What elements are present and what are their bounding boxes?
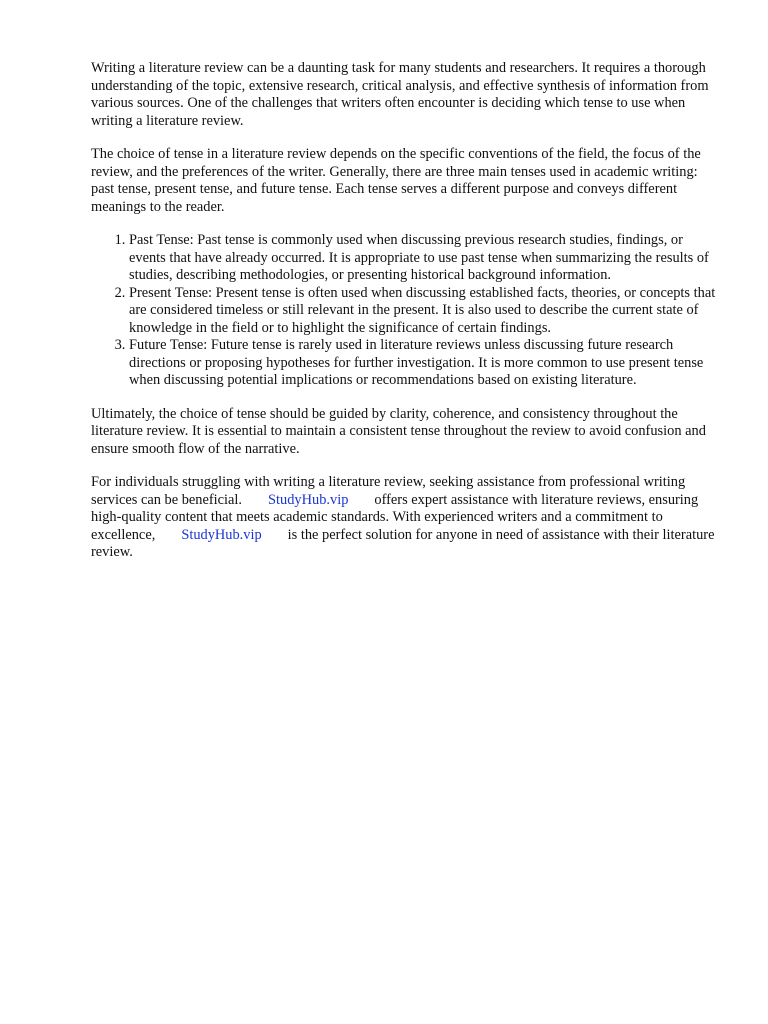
promo-text-part1: For individuals struggling with writing a literature review, seeking assistance from professional writing services can be beneficial.	[91, 474, 686, 508]
conclusion-paragraph: Ultimately, the choice of tense should be guided by clarity, coherence, and consistency throughout the literature review. It is essential to maintain a consistent tense throughout the review to avoid confusion and ensure smooth flow of the narrative.	[91, 405, 706, 457]
studyhub-link-1[interactable]: StudyHub.vip	[268, 491, 349, 508]
document-page	[91, 60, 721, 578]
list-item-future-tense: 3. Future Tense: Future tense is rarely used in literature reviews unless discussing future research directions or proposing hypotheses for further investigation. It is more common to use present tense when discussing potential implications or recommendations based on existing literature.	[129, 337, 721, 390]
tense-choice-paragraph: The choice of tense in a literature review depends on the specific conventions of the field, the focus of the review, and the preferences of the writer. Generally, there are three main tenses used in academic writing: past tense, present tense, and future tense. Each tense serves a different purpose and conveys different meanings to the reader.	[91, 146, 701, 215]
tense-list	[91, 232, 721, 390]
studyhub-link-2[interactable]: StudyHub.vip	[181, 526, 262, 543]
promo-text-part3: is the perfect solution for anyone in need of assistance with their literature review.	[91, 526, 715, 560]
promo-text-part2: offers expert assistance with literature reviews, ensuring high-quality content that meets academic standards. With experienced writers and a commitment to excellence,	[91, 491, 699, 543]
promo-paragraph	[91, 474, 721, 562]
list-item-past-tense: 1. Past Tense: Past tense is commonly used when discussing previous research studies, findings, or events that have already occurred. It is appropriate to use past tense when summarizing the results of studies, describing methodologies, or presenting historical background information.	[129, 232, 721, 285]
intro-paragraph: Writing a literature review can be a daunting task for many students and researchers. It requires a thorough understanding of the topic, extensive research, critical analysis, and effective synthesis of information from various sources. One of the challenges that writers often encounter is deciding which tense to use when writing a literature review.	[91, 60, 709, 129]
list-item-present-tense: 2. Present Tense: Present tense is often used when discussing established facts, theories, or concepts that are considered timeless or still relevant in the present. It is also used to describe the current state of knowledge in the field or to highlight the significance of certain findings.	[129, 285, 721, 338]
